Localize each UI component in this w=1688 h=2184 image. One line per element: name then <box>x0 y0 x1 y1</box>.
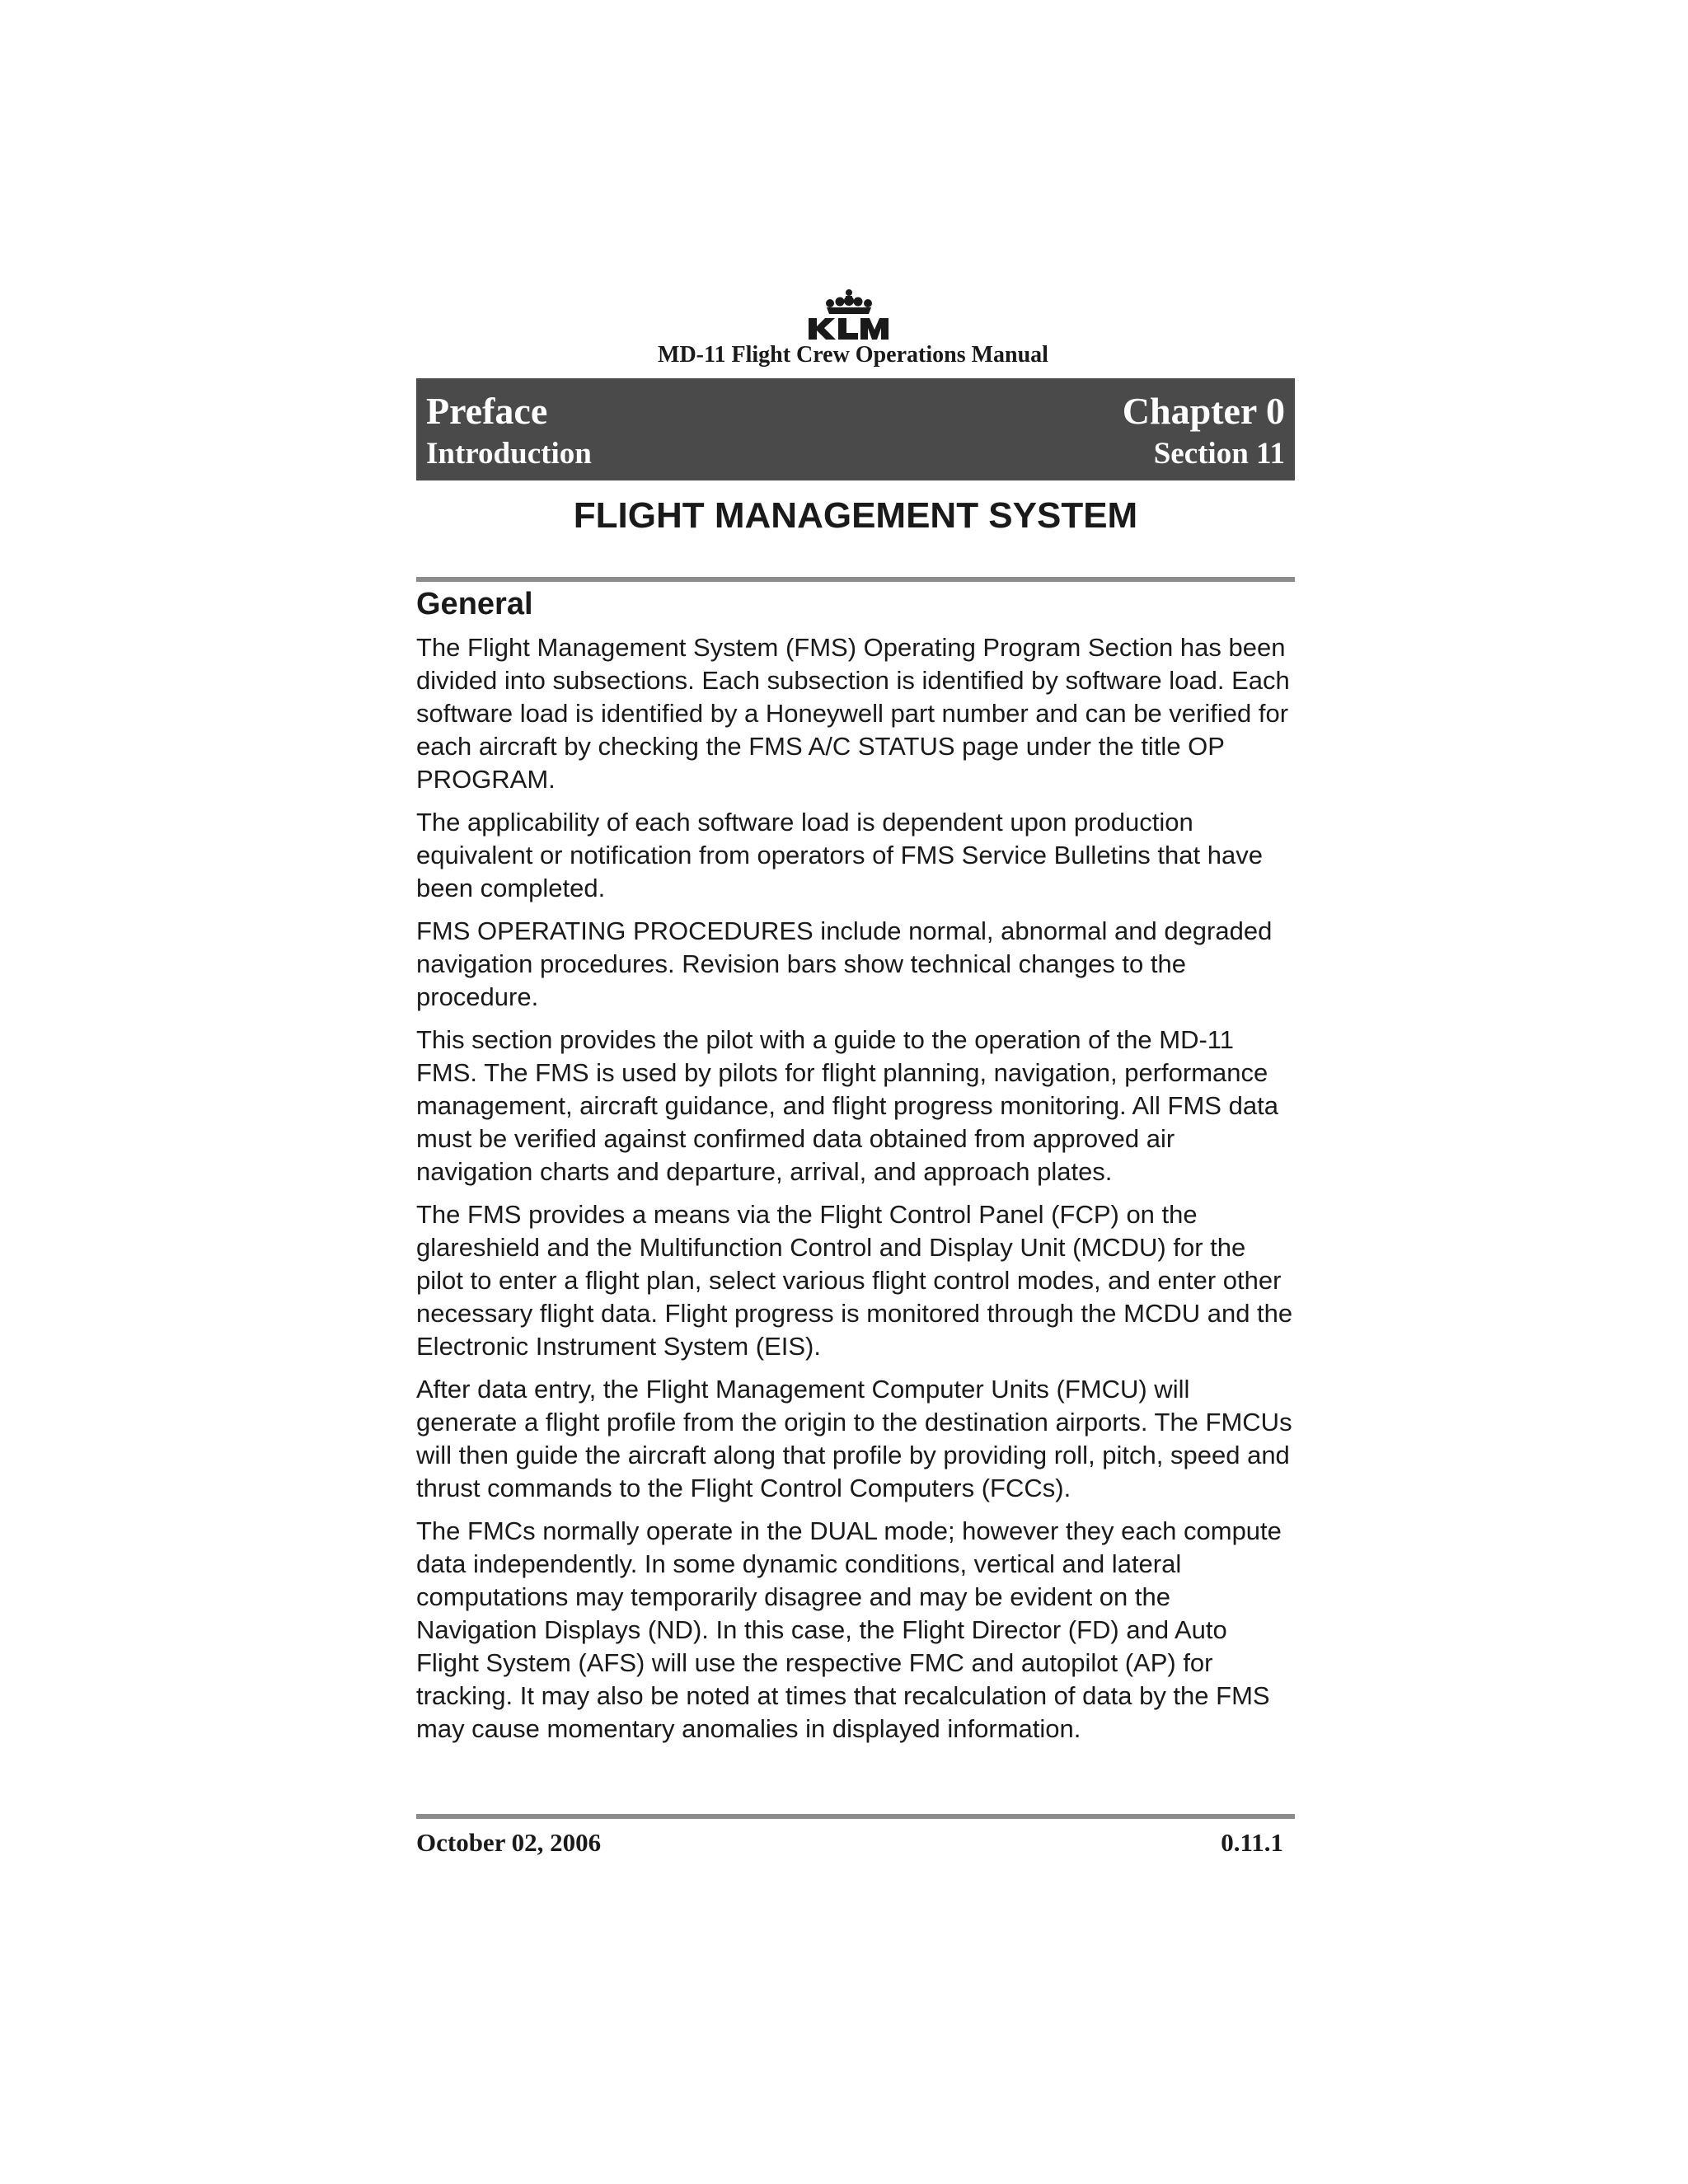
chapter-header-bottom-row <box>426 434 1285 474</box>
klm-wordmark <box>809 318 889 340</box>
bottom-divider <box>416 1814 1295 1819</box>
paragraph: The applicability of each software load is dependent upon production equivalent or notification from operators of FMS Service Bulletins that have been completed. <box>416 808 1263 902</box>
chapter-header-band <box>416 378 1295 480</box>
paragraph: The FMCs normally operate in the DUAL mode; however they each compute data independently. In some dynamic conditions, vertical and lateral computations may temporarily disagree and may be evident on the Navigation Displays (ND). In this case, the Flight Director (FD) and Auto Flight System (AFS) will use the respective FMC and autopilot (AP) for tracking. It may also be noted at times that recalculation of data by the FMS may cause momentary anomalies in displayed information. <box>416 1516 1282 1743</box>
paragraph: FMS OPERATING PROCEDURES include normal, abnormal and degraded navigation procedures. Revision bars show technical changes to the procedure. <box>416 916 1273 1011</box>
section-label: Section 11 <box>1153 437 1285 471</box>
subpart-title: Introduction <box>426 437 592 471</box>
chapter-header-top-row <box>426 387 1285 436</box>
paragraph: After data entry, the Flight Management Computer Units (FMCU) will generate a flight profile from the origin to the destination airports. The FMCUs will then guide the aircraft along that profile by providing roll, pitch, speed and thrust commands to the Flight Control Computers (FCCs). <box>416 1375 1292 1502</box>
page-footer <box>416 1826 1283 1859</box>
footer-date: October 02, 2006 <box>416 1828 602 1857</box>
paragraph: This section provides the pilot with a guide to the operation of the MD-11 FMS. The FMS is used by pilots for flight planning, navigation, performance management, aircraft guidance, and flight progress monitoring. All FMS data must be verified against confirmed data obtained from approved air navigation charts and departure, arrival, and approach plates. <box>416 1025 1278 1186</box>
part-title: Preface <box>426 390 548 432</box>
top-divider <box>416 577 1295 582</box>
page-title: FLIGHT MANAGEMENT SYSTEM <box>573 495 1138 536</box>
section-heading: General <box>416 587 533 621</box>
chapter-label: Chapter 0 <box>1122 390 1285 432</box>
klm-logo <box>804 288 894 341</box>
manual-title: MD-11 Flight Crew Operations Manual <box>658 342 1048 368</box>
paragraph: The Flight Management System (FMS) Operating Program Section has been divided into subsections. Each subsection is identified by software load. Each software load is identified by a Honeywell part number and can be verified for each aircraft by checking the FMS A/C STATUS page under the title OP PROGRAM. <box>416 633 1290 794</box>
crown-icon <box>826 289 872 314</box>
body-text <box>416 631 1295 1755</box>
footer-page-number: 0.11.1 <box>1221 1828 1283 1857</box>
paragraph: The FMS provides a means via the Flight Control Panel (FCP) on the glareshield and the Multifunction Control and Display Unit (MCDU) for the pilot to enter a flight plan, select various flight control modes, and enter other necessary flight data. Flight progress is monitored through the MCDU and the Electronic Instrument System (EIS). <box>416 1200 1293 1361</box>
